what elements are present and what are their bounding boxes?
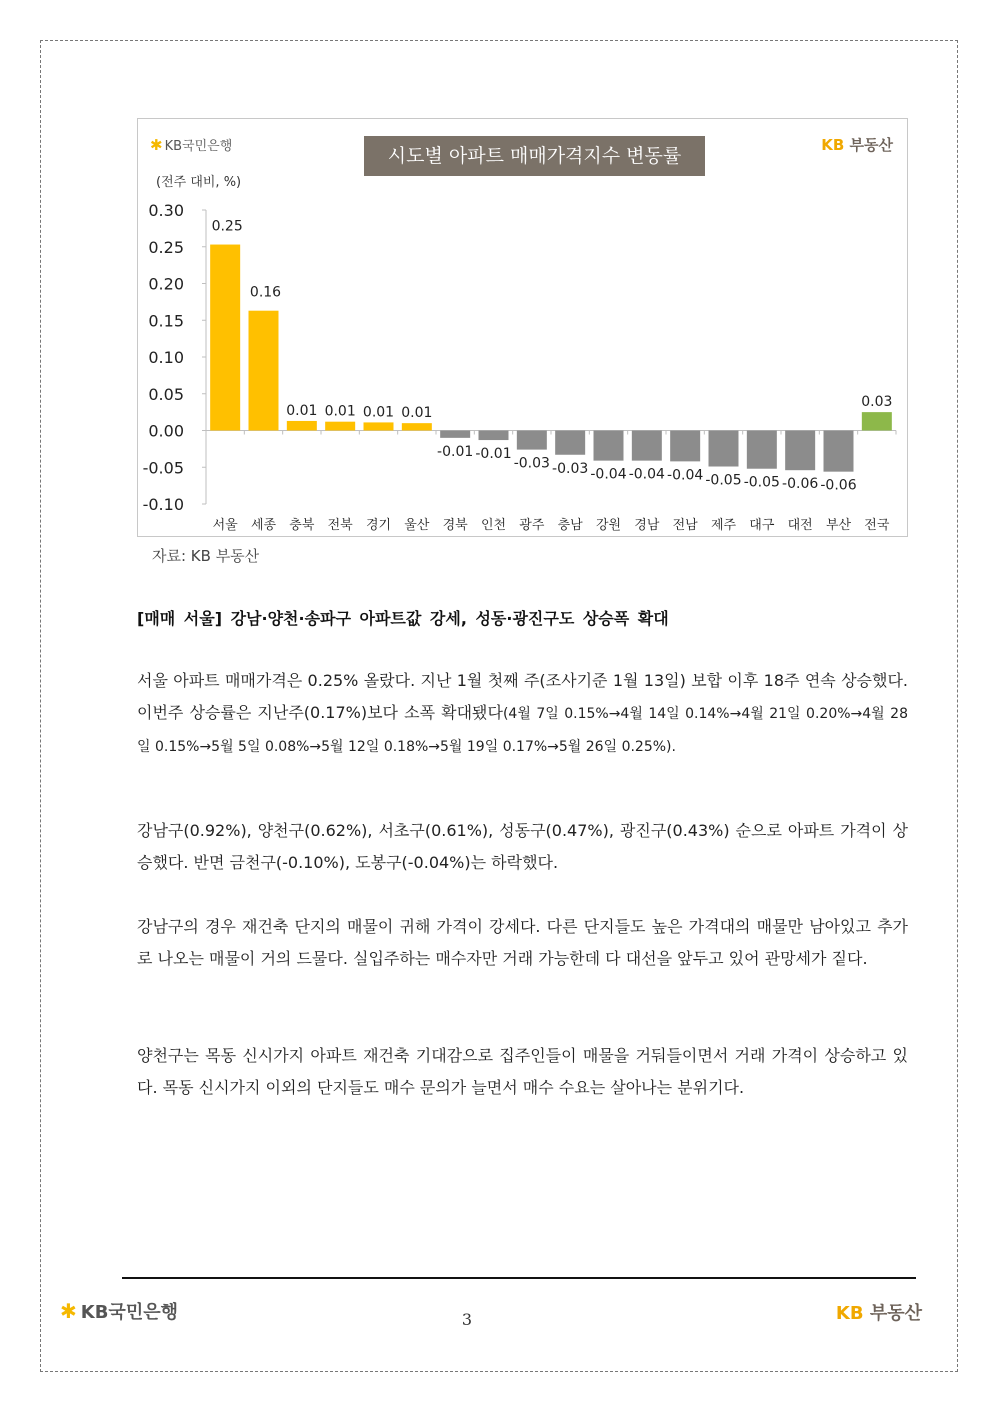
data-label: -0.01 (437, 443, 474, 460)
bar (709, 431, 739, 467)
bar (670, 431, 700, 462)
x-tick-label: 전북 (327, 518, 353, 533)
data-label: 0.16 (249, 284, 282, 301)
paragraph-1 (137, 665, 908, 763)
y-tick-label: 0.05 (148, 384, 184, 404)
data-label: -0.04 (628, 466, 665, 483)
x-tick-label: 제주 (710, 518, 737, 533)
data-label: 0.01 (324, 403, 356, 420)
chart-source: 자료: KB 부동산 (152, 547, 260, 565)
kb-realestate-logo-small (821, 134, 893, 155)
bar (517, 431, 547, 450)
x-tick-label: 충남 (557, 518, 583, 533)
bar-chart (137, 118, 908, 537)
x-tick-label: 경기 (365, 518, 392, 533)
data-label: 0.01 (401, 405, 433, 422)
paragraph-3: 강남구의 경우 재건축 단지의 매물이 귀해 가격이 강세다. 다른 단지들도 높은 가격대의 매물만 남아있고 추가로 나오는 매물이 거의 드물다. 실입주하는 매수자만 거래 가능한데 다 대선을 앞두고 있어 관망세가 짙다. (137, 917, 908, 968)
footer-divider (122, 1277, 916, 1279)
y-tick-label: 0.25 (148, 237, 184, 257)
y-tick-label: 0.15 (148, 311, 184, 331)
bar (210, 245, 240, 431)
bar (594, 431, 624, 461)
footer-kb-realestate-logo-kb: KB (835, 1303, 864, 1324)
x-tick-label: 경남 (634, 518, 660, 533)
bar (402, 423, 432, 430)
footer-kb-realestate-logo-name: 부동산 (869, 1303, 922, 1324)
chart-unit-label: (전주 대비, %) (156, 175, 242, 190)
bar (287, 421, 317, 431)
x-tick-label: 대전 (787, 518, 813, 533)
chart-svg (138, 119, 909, 538)
y-tick-label: -0.10 (142, 495, 184, 514)
kb-star-icon: ✱ (60, 1299, 77, 1323)
section-heading: [매매 서울] 강남·양천·송파구 아파트값 강세, 성동·광진구도 상승폭 확대 (137, 609, 669, 628)
kb-realestate-logo-name: 부동산 (849, 136, 893, 154)
bar (364, 422, 394, 430)
x-tick-label: 서울 (212, 518, 238, 533)
x-tick-label: 충북 (289, 518, 315, 533)
x-tick-label: 강원 (595, 518, 622, 533)
x-tick-label: 대구 (749, 518, 775, 533)
bar (824, 431, 854, 472)
data-label: -0.05 (705, 472, 742, 489)
x-tick-label: 인천 (480, 518, 507, 533)
data-label: -0.04 (590, 466, 627, 483)
paragraph-4: 양천구는 목동 신시가지 아파트 재건축 기대감으로 집주인들이 매물을 거둬들이면서 거래 가격이 상승하고 있다. 목동 신시가지 이외의 단지들도 매수 문의가 늘면서 매수 수요는 살아나는 분위기다. (137, 1046, 908, 1097)
paragraph-2: 강남구(0.92%), 양천구(0.62%), 서초구(0.61%), 성동구(0.47%), 광진구(0.43%) 순으로 아파트 가격이 상승했다. 반면 금천구(-0.10%), 도봉구(-0.04%)는 하락했다. (137, 821, 908, 872)
data-label: 0.01 (286, 402, 318, 419)
y-tick-label: 0.10 (148, 348, 184, 367)
footer-kb-bank-logo (60, 1298, 178, 1324)
kb-star-icon: ✱ (150, 135, 163, 154)
bar (249, 311, 279, 431)
footer-kb-bank-logo-text: KB국민은행 (80, 1302, 178, 1323)
bar (632, 431, 662, 461)
bar (325, 422, 355, 431)
data-label: -0.06 (782, 476, 819, 493)
x-tick-label: 경북 (442, 518, 468, 533)
bar (440, 431, 470, 438)
bar (747, 431, 777, 469)
data-label: -0.06 (820, 477, 857, 494)
y-tick-label: 0.00 (148, 421, 184, 441)
y-tick-label: -0.05 (142, 458, 184, 478)
bar (862, 412, 892, 430)
y-tick-label: 0.30 (148, 201, 184, 220)
paragraph-1-main: 서울 아파트 매매가격은 0.25% 올랐다. 지난 1월 첫째 주(조사기준 1월 13일) 보합 이후 18주 연속 상승했다. 이번주 상승률은 지난주(0.17%)보다 소폭 확대됐다 (137, 671, 908, 722)
data-label: -0.03 (513, 455, 550, 472)
x-tick-label: 전남 (672, 518, 698, 533)
bar (785, 431, 815, 471)
x-tick-label: 울산 (404, 518, 430, 533)
paragraph-1-detail: (4월 7일 0.15%→4월 14일 0.14%→4월 21일 0.20%→4월 28일 0.15%→5월 5일 0.08%→5월 12일 0.18%→5월 19일 0.17%→5월 26일 0.25%). (137, 706, 908, 755)
x-tick-label: 부산 (825, 518, 852, 533)
data-label: -0.03 (552, 460, 589, 477)
chart-title: 시도별 아파트 매매가격지수 변동률 (364, 136, 705, 176)
data-label: -0.01 (475, 446, 512, 463)
data-label: 0.25 (211, 218, 243, 235)
x-tick-label: 전국 (864, 518, 890, 533)
bar (555, 431, 585, 455)
data-label: -0.05 (743, 474, 780, 491)
page-number: 3 (461, 1310, 473, 1329)
x-tick-label: 세종 (250, 518, 277, 533)
data-label: -0.04 (667, 467, 704, 484)
y-tick-label: 0.20 (148, 274, 184, 294)
kb-realestate-logo-kb: KB (821, 136, 845, 154)
kb-bank-logo-small (150, 135, 232, 154)
data-label: 0.01 (362, 404, 395, 421)
data-label: 0.03 (861, 394, 893, 411)
bar (479, 431, 509, 441)
kb-bank-logo-text: KB국민은행 (164, 139, 233, 154)
x-tick-label: 광주 (519, 518, 545, 533)
footer-kb-realestate-logo (836, 1299, 922, 1325)
